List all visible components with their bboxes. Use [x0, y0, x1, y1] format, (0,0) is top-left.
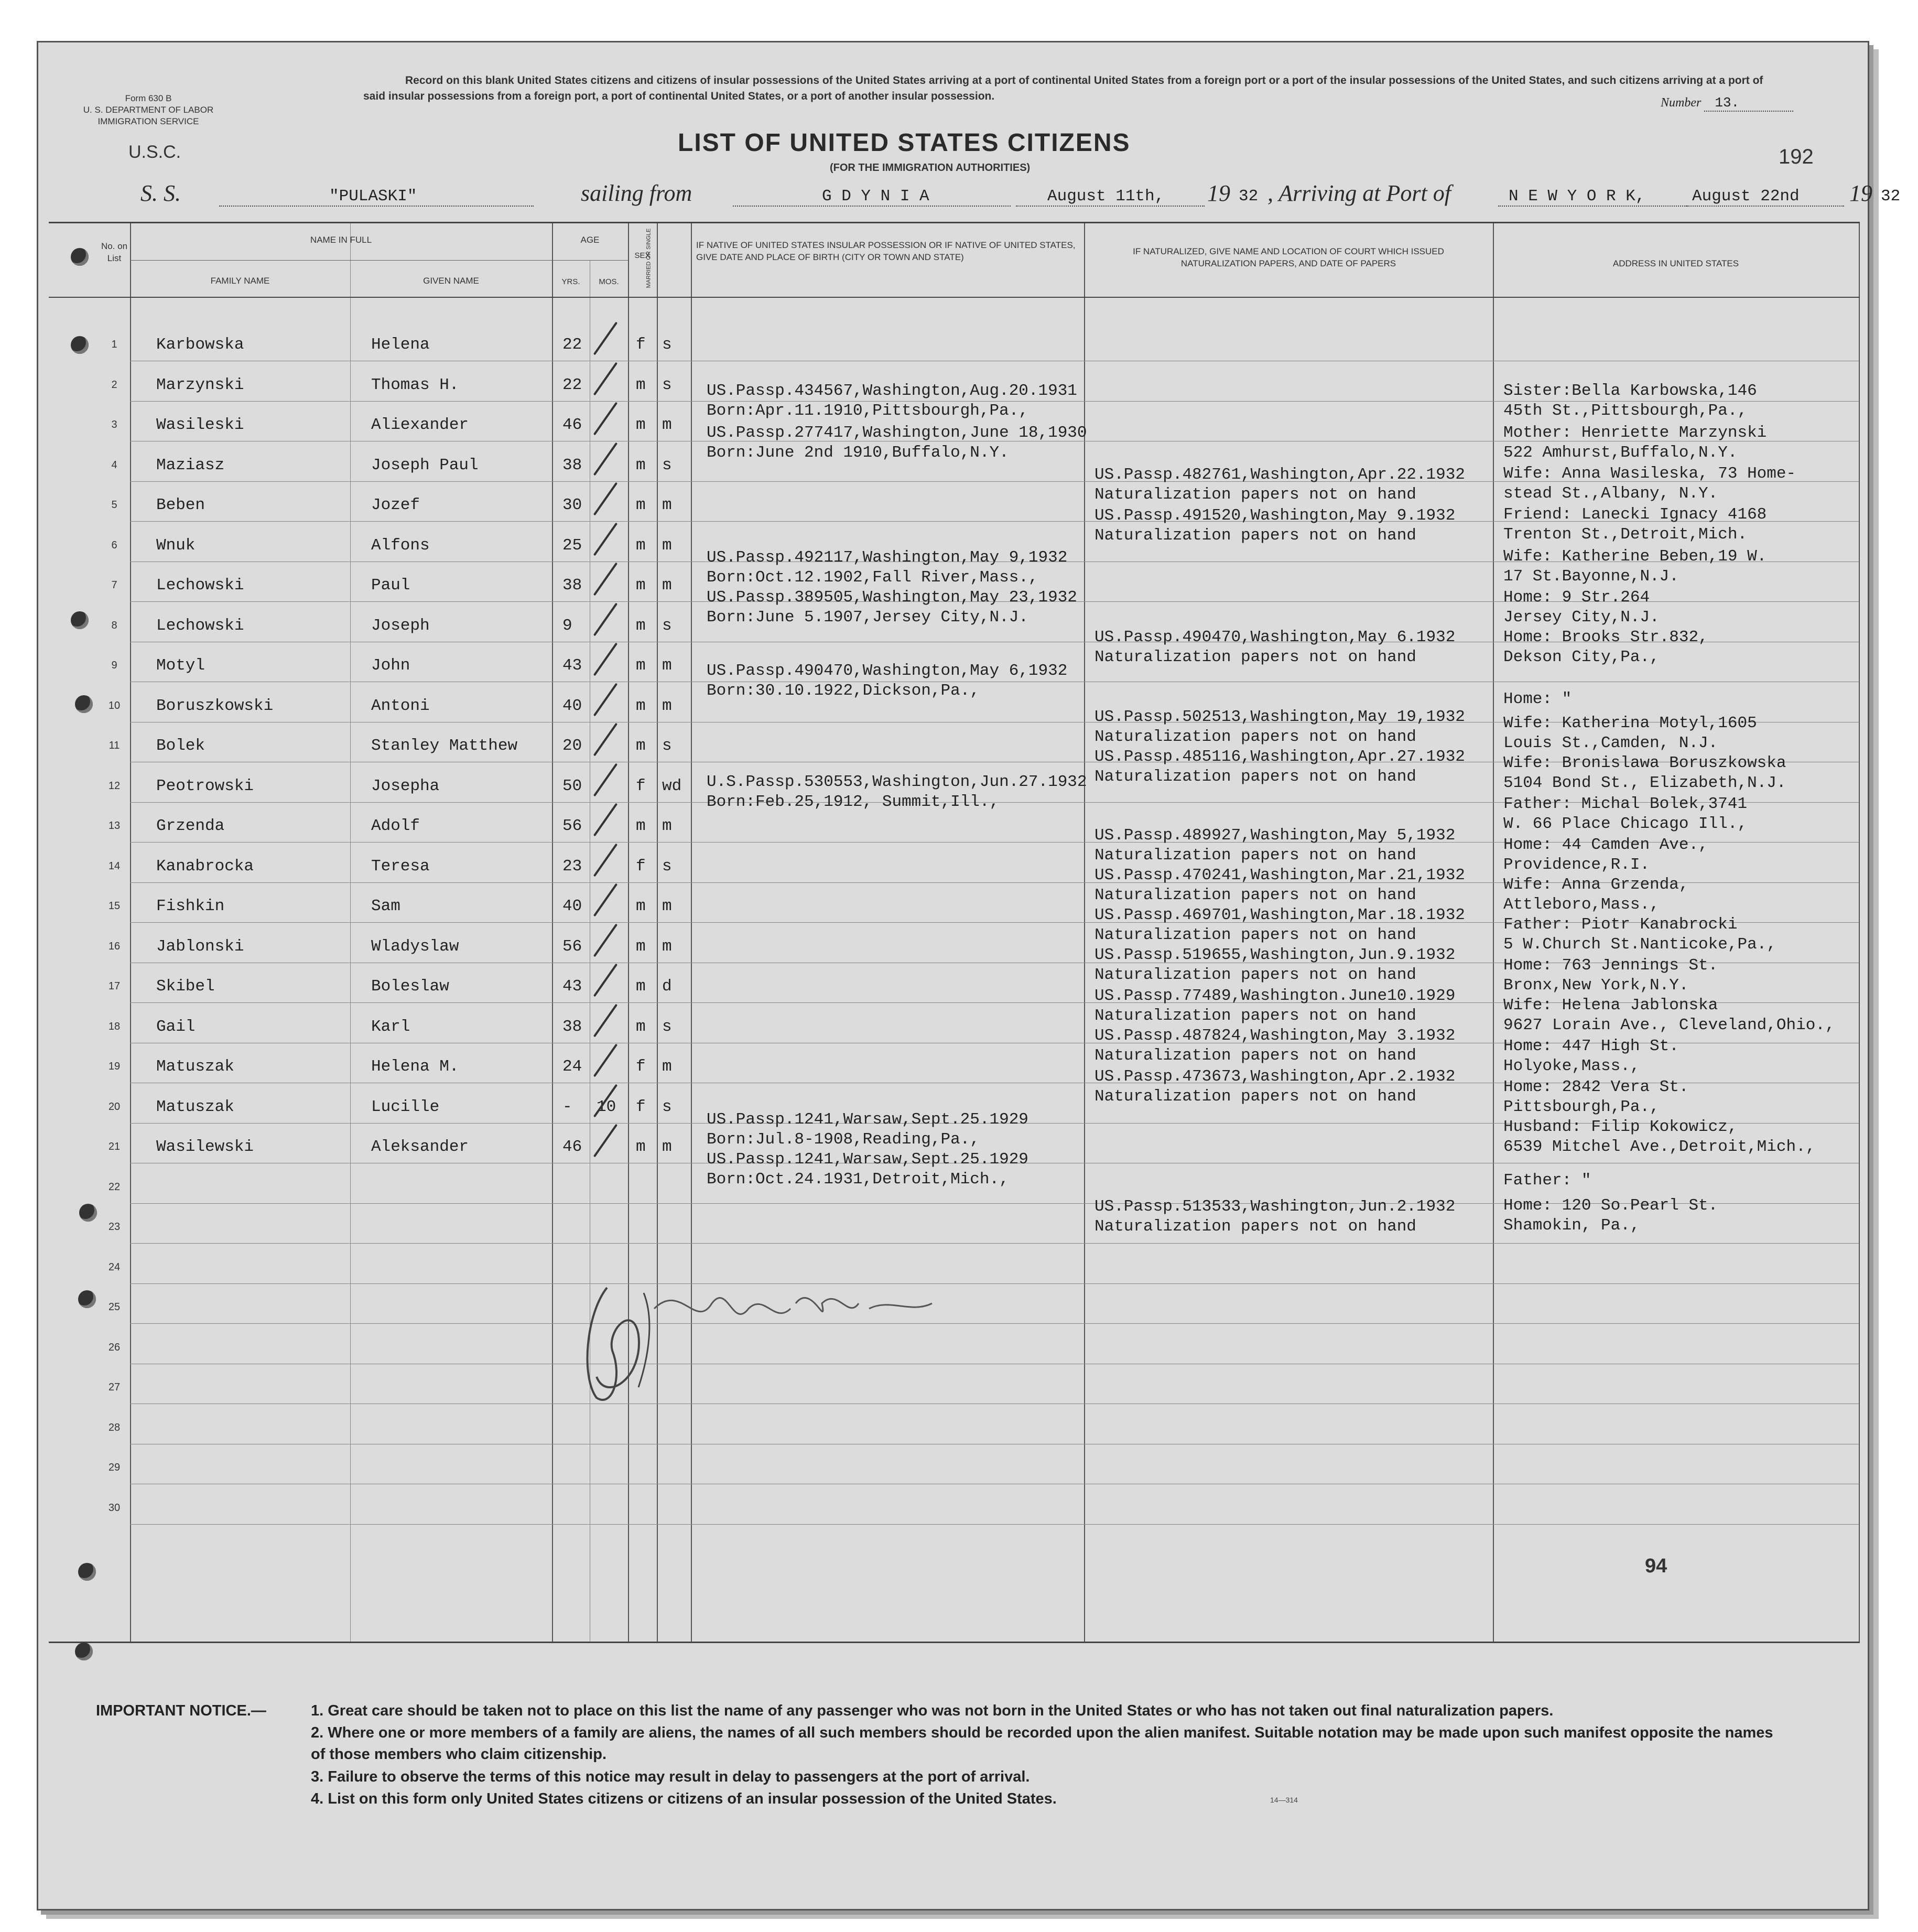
notice-item-2: 2. Where one or more members of a family are aliens, the names of all such members should be recorded upon the alien manifest. Suitable notation may be made upon such manifest opposite the names of those members who claim citizenship. [311, 1724, 1773, 1763]
row-number: 17 [108, 980, 121, 992]
address-entry: Home: 9 Str.264 [1503, 588, 1650, 607]
sex: m [636, 696, 646, 715]
marital-status: s [662, 857, 672, 876]
family-name: Wasilewski [156, 1138, 254, 1156]
given-name: Alfons [371, 536, 430, 555]
given-name: Stanley Matthew [371, 737, 518, 755]
age-years: 38 [562, 1017, 582, 1036]
sex: m [636, 937, 646, 956]
number-value: 13. [1704, 95, 1793, 112]
row-number: 1 [111, 339, 117, 350]
naturalization-entry: Naturalization papers not on hand [1095, 485, 1416, 504]
address-entry: Father: Piotr Kanabrocki [1503, 915, 1738, 934]
sailing-year: 32 [1239, 187, 1259, 206]
address-entry: Wife: Anna Grzenda, [1503, 876, 1689, 894]
marital-status: s [662, 616, 672, 635]
naturalization-entry: Naturalization papers not on hand [1095, 1046, 1416, 1065]
row-number: 2 [111, 379, 117, 391]
row-number: 26 [108, 1341, 121, 1353]
marital-status: m [662, 496, 672, 514]
naturalization-entry: Naturalization papers not on hand [1095, 926, 1416, 944]
row-number: 18 [108, 1020, 121, 1032]
col-no-header: No. on List [101, 241, 128, 263]
address-entry: 522 Amhurst,Buffalo,N.Y. [1503, 444, 1738, 462]
sex: m [636, 416, 646, 434]
marital-status: m [662, 576, 672, 595]
given-name: Aleksander [371, 1138, 469, 1156]
birth-entry: US.Passp.490470,Washington,May 6,1932 [707, 662, 1068, 680]
naturalization-entry: Naturalization papers not on hand [1095, 846, 1416, 865]
row-number: 4 [111, 459, 117, 471]
marital-status: s [662, 375, 672, 394]
top-instruction: Record on this blank United States citizens and citizens of insular possessions of the United States arriving at a port of continental United States from a foreign port or a port of the insular possessions of the United States, and such citizens arriving at a port of said insular possessions from a foreign port, a port of continental United States, or a port of another insular possession. [363, 74, 1763, 102]
naturalization-entry: US.Passp.513533,Washington,Jun.2.1932 [1095, 1197, 1456, 1216]
arrival-port: N E W Y O R K, [1498, 187, 1687, 207]
department-name: U. S. DEPARTMENT OF LABOR [83, 105, 214, 115]
page-number: 192 [1779, 145, 1814, 168]
marital-status: s [662, 336, 672, 354]
family-name: Karbowska [156, 336, 244, 354]
row-number: 5 [111, 499, 117, 511]
sex: m [636, 817, 646, 835]
age-years: 38 [562, 576, 582, 595]
family-name: Lechowski [156, 616, 244, 635]
birth-entry: US.Passp.434567,Washington,Aug.20.1931 [707, 382, 1077, 400]
sex: f [636, 1057, 646, 1076]
check-mark-icon [593, 683, 617, 716]
address-entry: Wife: Katherina Motyl,1605 [1503, 714, 1757, 732]
marital-status: m [662, 1138, 672, 1156]
given-name: Teresa [371, 857, 430, 876]
col-age-header: AGE [580, 235, 600, 245]
form-id-block [70, 93, 227, 127]
sex: m [636, 1138, 646, 1156]
birth-entry: US.Passp.389505,Washington,May 23,1932 [707, 588, 1077, 607]
address-entry: Home: Brooks Str.832, [1503, 628, 1708, 646]
page-subtitle: (FOR THE IMMIGRATION AUTHORITIES) [830, 162, 1031, 174]
row-number: 12 [108, 780, 121, 792]
marital-status: wd [662, 776, 682, 795]
col-mos-header: MOS. [599, 277, 619, 286]
row-number: 7 [111, 579, 117, 591]
sex: f [636, 776, 646, 795]
address-entry: 17 St.Bayonne,N.J. [1503, 567, 1679, 586]
given-name: Helena [371, 336, 430, 354]
print-code: 14—314 [1270, 1796, 1298, 1804]
address-entry: Pittsbourgh,Pa., [1503, 1098, 1660, 1116]
age-years: - [562, 1097, 572, 1116]
given-name: Antoni [371, 696, 430, 715]
naturalization-entry: US.Passp.489927,Washington,May 5,1932 [1095, 826, 1456, 845]
address-entry: 45th St.,Pittsbourgh,Pa., [1503, 402, 1748, 420]
birth-entry: US.Passp.277417,Washington,June 18,1930 [707, 424, 1087, 442]
given-name: Sam [371, 897, 400, 915]
naturalization-entry: US.Passp.482761,Washington,Apr.22.1932 [1095, 466, 1465, 484]
col-married-header: MARRIED OR SINGLE [645, 228, 652, 288]
naturalization-entry: Naturalization papers not on hand [1095, 648, 1416, 666]
given-name: Jozef [371, 496, 420, 514]
age-years: 50 [562, 776, 582, 795]
birth-entry: US.Passp.492117,Washington,May 9,1932 [707, 548, 1068, 567]
naturalization-entry: Naturalization papers not on hand [1095, 1087, 1416, 1106]
arrival-date: August 22nd [1687, 187, 1844, 207]
address-entry: Home: 120 So.Pearl St. [1503, 1196, 1718, 1215]
naturalization-entry: Naturalization papers not on hand [1095, 768, 1416, 786]
check-mark-icon [593, 643, 617, 676]
address-entry: 9627 Lorain Ave., Cleveland,Ohio., [1503, 1016, 1835, 1034]
manifest-table [49, 222, 1860, 1643]
punch-hole [79, 1204, 97, 1222]
marital-status: m [662, 937, 672, 956]
sex: m [636, 737, 646, 755]
marital-status: d [662, 977, 672, 996]
check-mark-icon [593, 322, 617, 355]
naturalization-entry: US.Passp.485116,Washington,Apr.27.1932 [1095, 748, 1465, 766]
given-name: Aliexander [371, 416, 469, 434]
check-mark-icon [593, 923, 617, 957]
address-entry: Husband: Filip Kokowicz, [1503, 1118, 1738, 1136]
address-entry: 5 W.Church St.Nanticoke,Pa., [1503, 935, 1776, 954]
sex: m [636, 897, 646, 915]
age-years: 24 [562, 1057, 582, 1076]
given-name: Joseph Paul [371, 456, 479, 474]
sex: m [636, 536, 646, 555]
given-name: Joseph [371, 616, 430, 635]
age-years: 25 [562, 536, 582, 555]
address-entry: Wife: Bronislawa Boruszkowska [1503, 754, 1786, 772]
birth-entry: US.Passp.1241,Warsaw,Sept.25.1929 [707, 1110, 1028, 1129]
naturalization-entry: US.Passp.519655,Washington,Jun.9.1932 [1095, 946, 1456, 964]
marital-status: s [662, 737, 672, 755]
row-number: 28 [108, 1421, 121, 1433]
row-number: 24 [108, 1261, 121, 1273]
service-name: IMMIGRATION SERVICE [97, 116, 199, 126]
family-name: Jablonski [156, 937, 244, 956]
birth-entry: U.S.Passp.530553,Washington,Jun.27.1932 [707, 773, 1087, 791]
age-years: 46 [562, 416, 582, 434]
birth-entry: US.Passp.1241,Warsaw,Sept.25.1929 [707, 1150, 1028, 1169]
row-number: 19 [108, 1061, 121, 1072]
family-name: Wasileski [156, 416, 244, 434]
naturalization-entry: Naturalization papers not on hand [1095, 728, 1416, 746]
row-rule [130, 1283, 1859, 1284]
sex: m [636, 1017, 646, 1036]
address-entry: W. 66 Place Chicago Ill., [1503, 815, 1748, 833]
family-name: Beben [156, 496, 205, 514]
row-number: 25 [108, 1301, 121, 1313]
row-number: 3 [111, 419, 117, 430]
marital-status: m [662, 897, 672, 915]
col-family-header: FAMILY NAME [210, 276, 270, 286]
address-entry: Attleboro,Mass., [1503, 895, 1660, 914]
check-mark-icon [593, 402, 617, 436]
family-name: Kanabrocka [156, 857, 254, 876]
address-entry: Dekson City,Pa., [1503, 648, 1660, 666]
col-name-header: NAME IN FULL [310, 235, 372, 245]
address-entry: Wife: Katherine Beben,19 W. [1503, 547, 1767, 566]
sex: m [636, 656, 646, 675]
row-number: 22 [108, 1181, 121, 1193]
birth-entry: Born:Oct.24.1931,Detroit,Mich., [707, 1170, 1009, 1189]
naturalization-entry: Naturalization papers not on hand [1095, 1217, 1416, 1236]
punch-hole [75, 695, 93, 713]
age-years: 22 [562, 375, 582, 394]
punch-hole [78, 1290, 96, 1308]
sailing-from-port: G D Y N I A [733, 187, 1011, 207]
address-entry: stead St.,Albany, N.Y. [1503, 484, 1718, 503]
given-name: Adolf [371, 817, 420, 835]
family-name: Lechowski [156, 576, 244, 595]
birth-entry: Born:30.10.1922,Dickson,Pa., [707, 682, 980, 700]
sex: m [636, 375, 646, 394]
check-mark-icon [593, 1003, 617, 1037]
address-entry: Holyoke,Mass., [1503, 1057, 1640, 1075]
address-entry: Wife: Helena Jablonska [1503, 996, 1718, 1014]
row-number: 6 [111, 539, 117, 551]
age-years: 43 [562, 977, 582, 996]
sex: m [636, 496, 646, 514]
col-birth-header: IF NATIVE OF UNITED STATES INSULAR POSSESSION OR IF NATIVE OF UNITED STATES, GIVE DATE AND PLACE OF BIRTH (CITY OR TOWN AND STATE) [696, 240, 1076, 262]
address-entry: Friend: Lanecki Ignacy 4168 [1503, 505, 1767, 524]
age-years: 56 [562, 937, 582, 956]
naturalization-entry: US.Passp.487824,Washington,May 3.1932 [1095, 1027, 1456, 1045]
naturalization-entry: Naturalization papers not on hand [1095, 966, 1416, 984]
given-name: John [371, 656, 410, 675]
family-name: Gail [156, 1017, 196, 1036]
marital-status: m [662, 1057, 672, 1076]
address-entry: Sister:Bella Karbowska,146 [1503, 382, 1757, 400]
address-entry: Home: 44 Camden Ave., [1503, 836, 1708, 854]
check-mark-icon [593, 763, 617, 796]
arriving-label: , Arriving at Port of [1267, 180, 1451, 206]
address-entry: Trenton St.,Detroit,Mich. [1503, 525, 1748, 544]
age-years: 40 [562, 897, 582, 915]
family-name: Matuszak [156, 1057, 234, 1076]
row-number: 9 [111, 660, 117, 671]
address-entry: 6539 Mitchel Ave.,Detroit,Mich., [1503, 1138, 1816, 1156]
check-mark-icon [593, 362, 617, 395]
sex: m [636, 977, 646, 996]
family-name: Maziasz [156, 456, 225, 474]
col-address-header: ADDRESS IN UNITED STATES [1612, 258, 1739, 268]
notice-item-3: 3. Failure to observe the terms of this notice may result in delay to passengers at the port of arrival. [311, 1768, 1030, 1785]
check-mark-icon [593, 1044, 617, 1077]
age-years: 30 [562, 496, 582, 514]
marital-status: s [662, 456, 672, 474]
col-naturalized-header: IF NATURALIZED, GIVE NAME AND LOCATION OF COURT WHICH ISSUED NATURALIZATION PAPERS, AND DATE OF PAPERS [1133, 246, 1444, 268]
row-rule [130, 1524, 1859, 1525]
naturalization-entry: US.Passp.473673,Washington,Apr.2.1932 [1095, 1067, 1456, 1086]
check-mark-icon [593, 522, 617, 556]
family-name: Wnuk [156, 536, 196, 555]
row-number: 20 [108, 1100, 121, 1113]
naturalization-entry: Naturalization papers not on hand [1095, 526, 1416, 545]
age-years: 43 [562, 656, 582, 675]
row-rule [130, 1323, 1859, 1324]
given-name: Paul [371, 576, 410, 595]
check-mark-icon [593, 602, 617, 636]
given-name: Karl [371, 1017, 410, 1036]
punch-hole [78, 1563, 96, 1581]
age-years: 20 [562, 737, 582, 755]
check-mark-icon [593, 482, 617, 516]
address-entry: Home: 763 Jennings St. [1503, 956, 1718, 975]
address-entry: Home: " [1503, 690, 1572, 708]
row-number: 13 [108, 820, 121, 832]
row-number: 14 [108, 860, 121, 872]
row-number: 30 [108, 1502, 121, 1514]
address-entry: Jersey City,N.J. [1503, 608, 1660, 627]
given-name: Wladyslaw [371, 937, 459, 956]
sex: f [636, 336, 646, 354]
row-rule [130, 1243, 1859, 1244]
notice-item-1: 1. Great care should be taken not to place on this list the name of any passenger who was not born in the United States or who has not taken out final naturalization papers. [311, 1702, 1554, 1719]
birth-entry: Born:Jul.8-1908,Reading,Pa., [707, 1130, 980, 1149]
punch-hole [71, 248, 89, 266]
sailing-date: August 11th, [1016, 187, 1205, 207]
check-mark-icon [593, 883, 617, 917]
family-name: Peotrowski [156, 776, 254, 795]
age-years: 40 [562, 696, 582, 715]
arrival-year-prefix: 19 [1849, 180, 1872, 206]
ship-name: "PULASKI" [219, 187, 534, 207]
ss-label: S. S. [140, 180, 181, 206]
given-name: Josepha [371, 776, 440, 795]
number-field [1661, 95, 1793, 112]
naturalization-entry: US.Passp.77489,Washington.June10.1929 [1095, 987, 1456, 1005]
naturalization-entry: US.Passp.491520,Washington,May 9.1932 [1095, 506, 1456, 525]
number-label: Number [1661, 96, 1702, 110]
marital-status: s [662, 1097, 672, 1116]
family-name: Marzynski [156, 375, 244, 394]
row-number: 29 [108, 1462, 121, 1473]
sex: f [636, 857, 646, 876]
notice-item-4: 4. List on this form only United States citizens or citizens of an insular possession of the United States. [311, 1790, 1057, 1807]
address-entry: Providence,R.I. [1503, 856, 1650, 874]
row-number: 8 [111, 619, 117, 631]
address-entry: Father: Michal Bolek,3741 [1503, 795, 1748, 813]
address-entry: Bronx,New York,N.Y. [1503, 976, 1689, 995]
address-entry: Mother: Henriette Marzynski [1503, 424, 1767, 442]
age-years: 9 [562, 616, 572, 635]
row-number: 15 [108, 900, 121, 912]
family-name: Matuszak [156, 1097, 234, 1116]
birth-entry: Born:Oct.12.1902,Fall River,Mass., [707, 568, 1038, 587]
given-name: Thomas H. [371, 375, 459, 394]
marital-status: m [662, 817, 672, 835]
address-entry: 5104 Bond St., Elizabeth,N.J. [1503, 774, 1786, 792]
col-given-header: GIVEN NAME [423, 276, 479, 286]
marital-status: m [662, 536, 672, 555]
notice-lead: IMPORTANT NOTICE.— [96, 1702, 266, 1719]
ship-line [140, 180, 1901, 211]
check-mark-icon [593, 803, 617, 837]
arrival-year: 32 [1881, 187, 1901, 206]
check-mark-icon [593, 964, 617, 997]
naturalization-entry: Naturalization papers not on hand [1095, 886, 1416, 904]
naturalization-entry: US.Passp.469701,Washington,Mar.18.1932 [1095, 906, 1465, 924]
family-name: Grzenda [156, 817, 225, 835]
row-number: 10 [108, 699, 121, 711]
birth-entry: Born:June 2nd 1910,Buffalo,N.Y. [707, 444, 1009, 462]
row-number: 23 [108, 1221, 121, 1233]
age-years: 22 [562, 336, 582, 354]
family-name: Bolek [156, 737, 205, 755]
address-entry: Shamokin, Pa., [1503, 1216, 1640, 1235]
signature-scribble [576, 1272, 942, 1413]
check-mark-icon [593, 723, 617, 757]
given-name: Boleslaw [371, 977, 449, 996]
address-entry: Home: 2842 Vera St. [1503, 1078, 1689, 1096]
birth-entry: Born:Feb.25,1912, Summit,Ill., [707, 793, 1000, 811]
page-title: LIST OF UNITED STATES CITIZENS [678, 129, 1131, 157]
form-number: Form 630 B [125, 93, 172, 103]
sex: f [636, 1097, 646, 1116]
marital-status: m [662, 696, 672, 715]
family-name: Skibel [156, 977, 215, 996]
sex: m [636, 576, 646, 595]
row-number: 21 [108, 1141, 121, 1152]
col-sex-header: SEX [634, 251, 651, 260]
document-sheet [37, 41, 1901, 1911]
punch-hole [75, 1643, 93, 1660]
usc-mark: U.S.C. [128, 142, 181, 162]
naturalization-entry: US.Passp.490470,Washington,May 6.1932 [1095, 628, 1456, 646]
age-months: 10 [597, 1097, 616, 1116]
check-mark-icon [593, 843, 617, 877]
address-entry: Father: " [1503, 1171, 1591, 1190]
check-mark-icon [593, 1124, 617, 1158]
birth-entry: Born:Apr.11.1910,Pittsbourgh,Pa., [707, 402, 1028, 420]
given-name: Helena M. [371, 1057, 459, 1076]
sailing-from-label: sailing from [581, 180, 692, 206]
stamp-number: 94 [1645, 1555, 1667, 1577]
row-number: 16 [108, 940, 121, 952]
marital-status: m [662, 656, 672, 675]
naturalization-entry: Naturalization papers not on hand [1095, 1007, 1416, 1025]
family-name: Motyl [156, 656, 205, 675]
sex: m [636, 456, 646, 474]
sailing-year-prefix: 19 [1207, 180, 1230, 206]
naturalization-entry: US.Passp.470241,Washington,Mar.21,1932 [1095, 866, 1465, 884]
age-years: 23 [562, 857, 582, 876]
address-entry: Louis St.,Camden, N.J. [1503, 734, 1718, 752]
check-mark-icon [593, 563, 617, 596]
marital-status: m [662, 416, 672, 434]
age-years: 56 [562, 817, 582, 835]
age-years: 46 [562, 1138, 582, 1156]
age-years: 38 [562, 456, 582, 474]
family-name: Fishkin [156, 897, 225, 915]
signature [576, 1272, 942, 1413]
row-number: 11 [109, 740, 120, 751]
given-name: Lucille [371, 1097, 440, 1116]
marital-status: s [662, 1017, 672, 1036]
naturalization-entry: US.Passp.502513,Washington,May 19,1932 [1095, 708, 1465, 726]
row-number: 27 [108, 1381, 121, 1393]
punch-hole [71, 611, 89, 629]
check-mark-icon [593, 442, 617, 476]
address-entry: Home: 447 High St. [1503, 1037, 1679, 1055]
punch-hole [71, 336, 89, 354]
birth-entry: Born:June 5.1907,Jersey City,N.J. [707, 608, 1028, 627]
col-yrs-header: YRS. [561, 277, 580, 286]
address-entry: Wife: Anna Wasileska, 73 Home- [1503, 465, 1796, 483]
family-name: Boruszkowski [156, 696, 274, 715]
sex: m [636, 616, 646, 635]
